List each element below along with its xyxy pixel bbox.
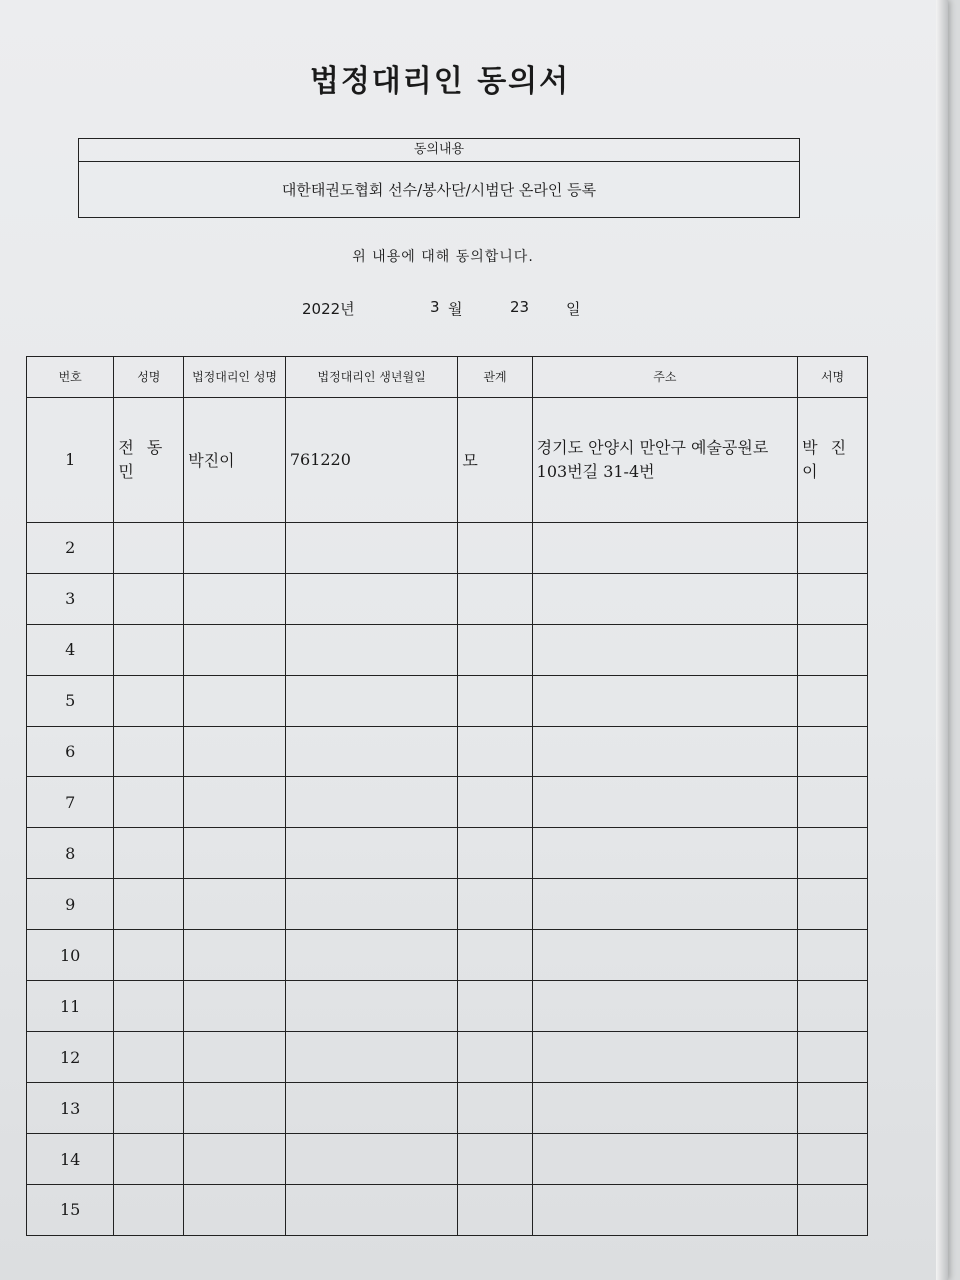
cell-name [114,981,184,1032]
cell-signature [798,675,868,726]
cell-guardian-name: 박진이 [184,398,286,523]
header-address: 주소 [532,357,797,398]
table-header-row [27,357,868,398]
cell-guardian-name [184,573,286,624]
cell-address [532,675,797,726]
cell-guardian-birth [285,1184,458,1235]
date-day: 23 [510,298,530,316]
cell-guardian-birth [285,726,458,777]
table-row [27,675,868,726]
table-row [27,777,868,828]
cell-number: 3 [27,573,114,624]
cell-name [114,624,184,675]
cell-guardian-birth [285,777,458,828]
cell-guardian-name [184,1083,286,1134]
cell-guardian-birth [285,522,458,573]
cell-address [532,828,797,879]
header-guardian-birth: 법정대리인 생년월일 [285,357,458,398]
cell-name [114,522,184,573]
cell-relation [458,522,532,573]
cell-number: 8 [27,828,114,879]
page-edge [936,0,948,1280]
table-row [27,1032,868,1083]
cell-address [532,777,797,828]
cell-number: 9 [27,879,114,930]
cell-name [114,879,184,930]
cell-relation [458,930,532,981]
cell-number: 15 [27,1184,114,1235]
cell-name [114,930,184,981]
cell-relation [458,624,532,675]
cell-signature [798,879,868,930]
cell-guardian-name [184,675,286,726]
cell-signature [798,726,868,777]
cell-guardian-name [184,726,286,777]
cell-relation [458,777,532,828]
cell-signature [798,930,868,981]
cell-guardian-birth [285,675,458,726]
cell-address [532,879,797,930]
cell-address [532,1134,797,1185]
cell-signature [798,573,868,624]
cell-relation [458,981,532,1032]
cell-guardian-birth [285,1083,458,1134]
cell-name [114,1184,184,1235]
header-guardian-name: 법정대리인 성명 [184,357,286,398]
cell-number: 2 [27,522,114,573]
header-signature: 서명 [798,357,868,398]
cell-number: 7 [27,777,114,828]
cell-guardian-name [184,828,286,879]
date-line [0,298,960,322]
cell-relation: 모 [458,398,532,523]
cell-guardian-birth [285,624,458,675]
cell-number: 11 [27,981,114,1032]
cell-signature: 박 진 이 [798,398,868,523]
cell-name [114,675,184,726]
cell-relation [458,675,532,726]
cell-guardian-name [184,981,286,1032]
table-row [27,624,868,675]
cell-guardian-name [184,1134,286,1185]
cell-guardian-birth [285,930,458,981]
cell-guardian-name [184,1032,286,1083]
cell-relation [458,828,532,879]
cell-guardian-name [184,522,286,573]
table-row [27,573,868,624]
cell-signature [798,777,868,828]
cell-number: 5 [27,675,114,726]
cell-signature [798,1184,868,1235]
guardian-table-wrapper [26,356,868,1236]
table-row [27,1184,868,1235]
header-name: 성명 [114,357,184,398]
cell-name [114,828,184,879]
cell-relation [458,1083,532,1134]
table-row [27,726,868,777]
cell-number: 4 [27,624,114,675]
cell-address [532,726,797,777]
cell-number: 10 [27,930,114,981]
cell-address: 경기도 안양시 만안구 예술공원로 103번길 31-4번 [532,398,797,523]
cell-guardian-birth [285,1032,458,1083]
table-row [27,981,868,1032]
cell-name [114,1032,184,1083]
cell-signature [798,624,868,675]
cell-relation [458,1134,532,1185]
cell-name [114,573,184,624]
cell-guardian-name [184,1184,286,1235]
date-month: 3 [430,298,440,316]
cell-relation [458,1184,532,1235]
cell-guardian-name [184,777,286,828]
cell-guardian-name [184,624,286,675]
date-day-unit: 일 [566,300,581,318]
table-row [27,1134,868,1185]
cell-guardian-name [184,930,286,981]
cell-guardian-name [184,879,286,930]
agreement-text: 위 내용에 대해 동의합니다. [352,249,534,265]
cell-guardian-birth [285,879,458,930]
cell-guardian-birth [285,573,458,624]
header-number: 번호 [27,357,114,398]
cell-signature [798,522,868,573]
table-row [27,1083,868,1134]
cell-number: 1 [27,398,114,523]
table-row [27,930,868,981]
cell-address [532,981,797,1032]
cell-name [114,726,184,777]
cell-name [114,1083,184,1134]
date-month-unit: 월 [448,300,463,318]
cell-relation [458,1032,532,1083]
cell-number: 13 [27,1083,114,1134]
guardian-table [26,356,868,1236]
cell-number: 12 [27,1032,114,1083]
cell-signature [798,1083,868,1134]
cell-guardian-birth [285,1134,458,1185]
cell-address [532,1184,797,1235]
consent-box [78,138,800,218]
cell-name: 전 동 민 [114,398,184,523]
cell-number: 14 [27,1134,114,1185]
cell-relation [458,726,532,777]
cell-address [532,522,797,573]
cell-guardian-birth [285,981,458,1032]
table-body [27,398,868,1236]
date-year: 2022년 [302,300,355,318]
consent-header: 동의내용 [79,139,799,162]
cell-relation [458,573,532,624]
table-row [27,522,868,573]
cell-guardian-birth: 761220 [285,398,458,523]
cell-signature [798,981,868,1032]
table-row [27,828,868,879]
cell-signature [798,828,868,879]
cell-signature [798,1032,868,1083]
cell-address [532,1083,797,1134]
cell-relation [458,879,532,930]
cell-address [532,573,797,624]
cell-address [532,1032,797,1083]
document-title: 법정대리인 동의서 [309,64,571,99]
table-row [27,879,868,930]
cell-name [114,777,184,828]
table-row [27,398,868,523]
cell-address [532,930,797,981]
cell-name [114,1134,184,1185]
cell-signature [798,1134,868,1185]
consent-body: 대한태권도협회 선수/봉사단/시범단 온라인 등록 [281,181,597,199]
header-relation: 관계 [458,357,532,398]
cell-number: 6 [27,726,114,777]
cell-address [532,624,797,675]
cell-guardian-birth [285,828,458,879]
